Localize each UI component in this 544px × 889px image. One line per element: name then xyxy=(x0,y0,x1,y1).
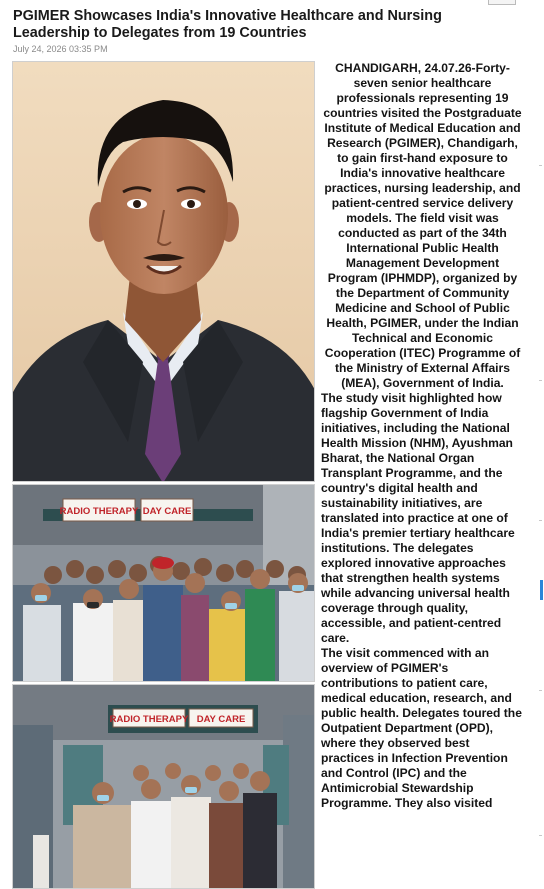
edge-tick xyxy=(539,165,542,166)
group-photo-2 xyxy=(12,684,315,889)
article-body xyxy=(321,61,524,811)
radiotherapy-sign-text: RADIO THERAPY xyxy=(59,506,139,517)
group-photo-1 xyxy=(12,484,315,682)
radiotherapy-sign-text-2: RADIO THERAPY xyxy=(109,714,189,725)
portrait-photo xyxy=(12,61,315,482)
daycare-sign-text: DAY CARE xyxy=(142,506,192,517)
edge-tick xyxy=(539,690,542,691)
edge-tick xyxy=(539,520,542,521)
scroll-marker xyxy=(540,580,543,600)
photo-column xyxy=(12,61,315,889)
article-paragraph-1: CHANDIGARH, 24.07.26-Forty-seven senior healthcare professionals representing 19 countries visited the Postgraduate Institute of Medical Education and Research (PGIMER), Chandigarh, to gain first-hand exposure to India's innovative healthcare practices, nursing leadership, and patient-centred service delivery models. The field visit was conducted as part of the 34th International Public Health Management Development Program (IPHMDP), organized by the Department of Community Medicine and School of Public Health, PGIMER, under the Indian Technical and Economic Cooperation (ITEC) Programme of the Ministry of External Affairs (MEA), Government of India. xyxy=(323,61,522,390)
article-paragraph-2: The study visit highlighted how flagship Government of India initiatives, including the National Health Mission (NHM), Ayushman Bharat, the National Organ Transplant Programme, and the country's digital health and sustainability initiatives, are translated into practice at one of India's premier tertiary healthcare institutions. The delegates explored innovative approaches that strengthen health systems while advancing universal health coverage through quality, accessible, and patient-centred care. xyxy=(321,391,515,645)
edge-tick xyxy=(539,380,542,381)
article-paragraph-3: The visit commenced with an overview of PGIMER's contributions to patient care, medical education, research, and public health. Delegates toured the Outpatient Department (OPD), where they observed best practices in Infection Prevention and Control (IPC) and the Antimicrobial Stewardship Programme. They also visited xyxy=(321,646,522,810)
edge-tick xyxy=(539,835,542,836)
article-headline: PGIMER Showcases India's Innovative Healthcare and Nursing Leadership to Delegates from 19 Countries xyxy=(13,8,442,41)
page-right-edge xyxy=(536,0,544,889)
daycare-sign-text-2: DAY CARE xyxy=(196,714,246,725)
corner-button[interactable] xyxy=(488,0,516,5)
article-date: July 24, 2026 03:35 PM xyxy=(13,44,108,54)
group-photo-2-image xyxy=(13,685,315,889)
portrait-image xyxy=(13,62,315,482)
group-photo-1-image xyxy=(13,485,315,682)
